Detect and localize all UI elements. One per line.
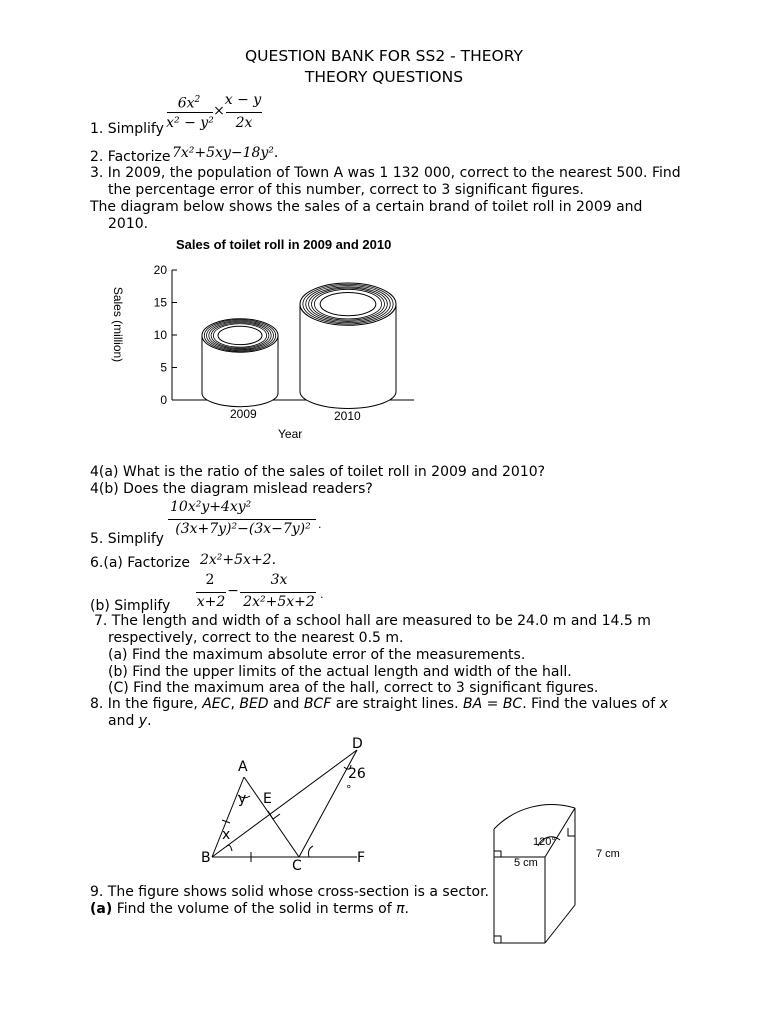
chart-title: Sales of toilet roll in 2009 and 2010 [176,237,392,252]
q4b: 4(b) Does the diagram mislead readers? [90,481,373,497]
q6b-n1: 2 [205,572,215,588]
q6b-bar1 [196,592,226,593]
q7-line2: respectively, correct to the nearest 0.5 m. [108,630,404,646]
fig8-label-x: x [222,827,231,843]
q1-bar1 [167,112,213,113]
q7-b: (b) Find the upper limits of the actual length and width of the hall. [108,664,572,680]
roll-ring [204,320,275,351]
roll-ring [207,321,274,350]
line-bd [212,750,357,857]
roll-ring [306,286,390,323]
line-ba [212,777,247,857]
roll-ring [211,323,269,348]
q6a-label: 6.(a) Factorize [90,555,191,571]
q7-c: (C) Find the maximum area of the hall, correct to 3 significant figures. [108,680,599,696]
roll-core [218,326,262,344]
fig8-label-y: y [238,791,247,807]
q1-bar2 [226,112,262,113]
q6b-d2: 2x²+5x+2 [243,594,315,610]
roll-ring [303,284,393,324]
q6b-n2: 3x [270,572,288,588]
q9-a: (a) Find the volume of the solid in terms of π. [90,901,409,917]
roll-ring [209,322,271,349]
q2-label: 2. Factorize [90,149,171,165]
fig9-height: 7 cm [596,848,620,860]
fig8-label-e: E [263,791,272,807]
fig9-radius: 5 cm [514,857,538,869]
y-tick-label-10: 10 [153,328,167,342]
q1-num1: $6x^2$ [177,95,201,112]
x-tick-2009: 2009 [230,407,257,421]
fig8-label-c: C [292,858,302,874]
fig9-angle: 120° [533,836,556,848]
roll-body-2009 [202,335,278,406]
fig8-label-d: D [352,736,363,752]
y-tick-label-15: 15 [153,295,167,310]
q5-num: 10x²y+4xy² [170,499,252,515]
roll-ring [309,287,388,322]
q6b-minus: − [227,583,239,599]
roll-ring [213,324,266,347]
q1-den2: 2x [235,115,253,131]
x-tick-2010: 2010 [334,409,361,423]
q4a: 4(a) What is the ratio of the sales of toilet roll in 2009 and 2010? [90,464,546,480]
q6b-d1: x+2 [196,594,226,610]
q5-period: . [318,518,322,531]
fig8-label-f: F [357,850,366,866]
q9-line1: 9. The figure shows solid whose cross-section is a sector. [90,884,489,900]
doc-title: QUESTION BANK FOR SS2 - THEORY [244,47,524,65]
q1-times: × [213,103,225,119]
q5-label: 5. Simplify [90,531,164,547]
roll-ring [300,283,396,325]
q3-line1: 3. In 2009, the population of Town A was 1 132 000, correct to the nearest 500. Find [90,165,681,181]
roll-2009 [202,319,278,407]
line-ac [244,777,299,857]
front-arc [494,805,575,829]
q6a-expr: 2x²+5x+2. [200,552,277,568]
q8-line2: and y. [108,713,152,729]
roll-2010 [300,283,396,408]
fig8-angle: 26 [348,766,366,782]
doc-subtitle: THEORY QUESTIONS [304,68,464,86]
y-tick-label-5: 5 [160,360,167,375]
intro-line2: 2010. [108,216,149,232]
y-axis-label: Sales (million) [111,286,126,363]
x-axis-label: Year [278,427,303,441]
q1-den1: x² − y² [166,115,214,131]
roll-ring [312,288,385,320]
q1-label: 1. Simplify [90,121,164,137]
q2-expr: 7x²+5xy−18y². [172,145,279,161]
y-tick-label-0: 0 [160,393,167,407]
q6b-label: (b) Simplify [90,598,171,614]
fig8-label-a: A [238,759,248,775]
q6b-period: . [320,588,324,601]
roll-ring [314,289,381,319]
fig8-degree: ° [346,783,352,796]
q5-bar [168,519,316,520]
fig8-label-b: B [201,850,211,866]
q7-a: (a) Find the maximum absolute error of the measurements. [108,647,526,663]
roll-core [320,293,376,316]
roll-body-2010 [300,304,396,408]
q8-line1: 8. In the figure, AEC, BED and BCF are straight lines. BA = BC. Find the values of x [90,696,668,712]
q3-line2: the percentage error of this number, correct to 3 significant figures. [108,182,584,198]
q1-num2: x − y [224,92,262,108]
q5-den: (3x+7y)²−(3x−7y)² [175,521,311,537]
y-tick-label-20: 20 [153,263,167,277]
roll-ring [202,319,278,352]
intro-line1: The diagram below shows the sales of a certain brand of toilet roll in 2009 and [90,199,643,215]
q7-line1: 7. The length and width of a school hall are measured to be 24.0 m and 14.5 m [94,613,651,629]
q6b-bar2 [240,592,316,593]
